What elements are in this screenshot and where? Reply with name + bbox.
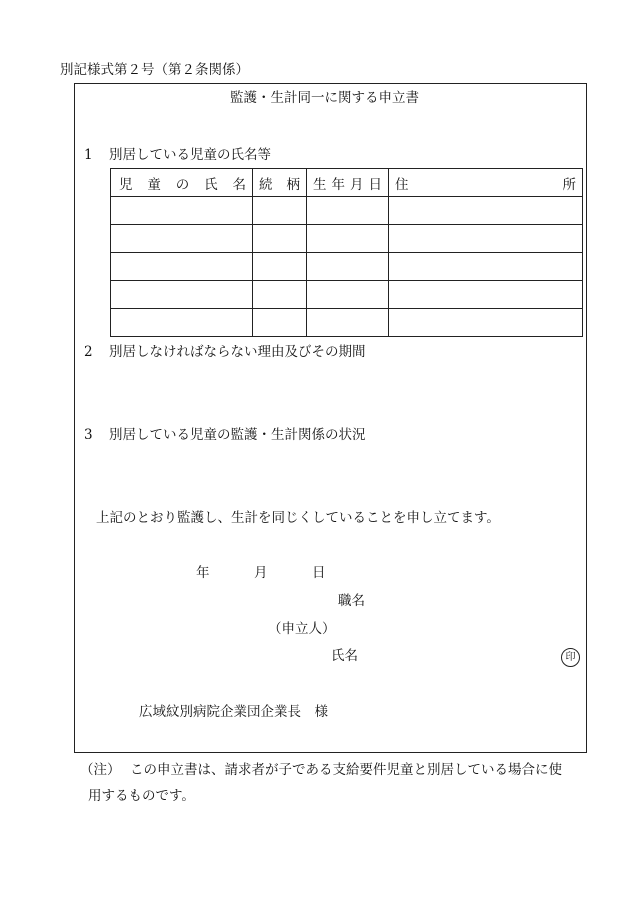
section-2-heading: 別居しなければならない理由及びその期間: [109, 344, 366, 360]
cell-birthdate[interactable]: [307, 197, 389, 225]
table-row: [111, 197, 583, 225]
header-char: 年: [331, 176, 345, 193]
cell-address[interactable]: [389, 309, 583, 337]
cell-relationship[interactable]: [253, 253, 307, 281]
header-char: 月: [350, 176, 364, 193]
date-day-label: 日: [312, 565, 326, 581]
header-child-name: [111, 169, 253, 197]
header-char: 名: [232, 176, 246, 193]
children-table: [110, 168, 583, 337]
date-year-label: 年: [196, 565, 210, 581]
cell-child-name[interactable]: [111, 197, 253, 225]
cell-relationship[interactable]: [253, 197, 307, 225]
header-char: 童: [147, 176, 161, 193]
cell-birthdate[interactable]: [307, 225, 389, 253]
recipient-text: 広域紋別病院企業団企業長 様: [139, 704, 328, 720]
note-label: （注）: [80, 762, 121, 778]
header-char: 生: [313, 176, 327, 193]
section-1-heading: 別居している児童の氏名等: [109, 147, 271, 163]
table-row: [111, 253, 583, 281]
seal-mark-icon: 印: [561, 648, 580, 667]
section-3-number: 3: [84, 427, 93, 443]
header-char: 日: [368, 176, 382, 193]
header-char: の: [175, 176, 190, 193]
header-address: [389, 169, 583, 197]
section-1-number: 1: [84, 147, 93, 163]
applicant-label: （申立人）: [268, 621, 336, 637]
cell-relationship[interactable]: [253, 281, 307, 309]
section-3-heading: 別居している児童の監護・生計関係の状況: [109, 427, 366, 443]
cell-address[interactable]: [389, 281, 583, 309]
header-birthdate: [307, 169, 389, 197]
header-char: 児: [119, 176, 133, 193]
table-row: [111, 309, 583, 337]
header-char: 所: [562, 176, 576, 193]
form-header: 別記様式第２号（第２条関係）: [60, 62, 249, 78]
cell-birthdate[interactable]: [307, 281, 389, 309]
cell-relationship[interactable]: [253, 225, 307, 253]
cell-address[interactable]: [389, 253, 583, 281]
cell-child-name[interactable]: [111, 253, 253, 281]
cell-birthdate[interactable]: [307, 253, 389, 281]
cell-address[interactable]: [389, 225, 583, 253]
position-label: 職名: [338, 593, 365, 609]
cell-child-name[interactable]: [111, 225, 253, 253]
cell-relationship[interactable]: [253, 309, 307, 337]
form-title: 監護・生計同一に関する申立書: [230, 90, 419, 106]
table-row: [111, 281, 583, 309]
name-label: 氏名: [331, 648, 358, 664]
header-char: 続: [259, 176, 273, 193]
header-char: 住: [395, 176, 409, 193]
cell-child-name[interactable]: [111, 309, 253, 337]
table-row: [111, 225, 583, 253]
cell-child-name[interactable]: [111, 281, 253, 309]
header-relationship: [253, 169, 307, 197]
note-text-line-1: この申立書は、請求者が子である支給要件児童と別居している場合に使: [130, 762, 562, 778]
table-body: [111, 197, 583, 337]
header-char: 柄: [286, 176, 300, 193]
note-text-line-2: 用するものです。: [88, 788, 195, 804]
cell-address[interactable]: [389, 197, 583, 225]
section-2-number: 2: [84, 344, 93, 360]
declaration-text: 上記のとおり監護し、生計を同じくしていることを申し立てます。: [96, 510, 500, 526]
date-month-label: 月: [254, 565, 268, 581]
table-header-row: [111, 169, 583, 197]
cell-birthdate[interactable]: [307, 309, 389, 337]
header-char: 氏: [204, 176, 218, 193]
